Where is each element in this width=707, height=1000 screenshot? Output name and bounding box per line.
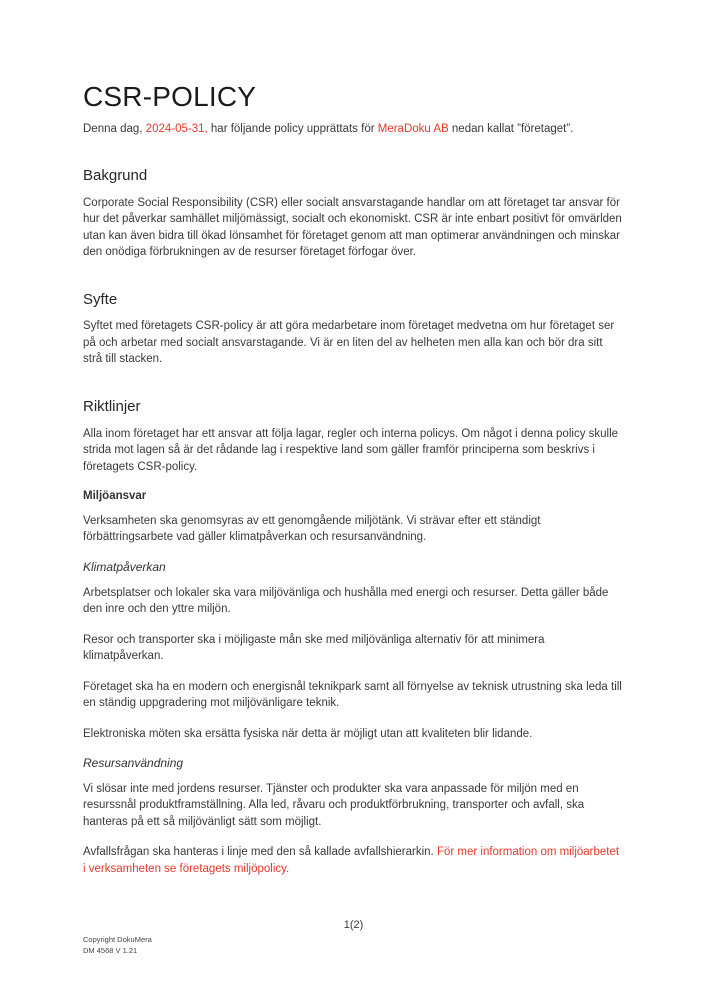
paragraph: Syftet med företagets CSR-policy är att göra medarbetare inom företaget medvetna om hur företaget ser på och arbetar med socialt ansvarstagande. Vi är en liten del av helheten men alla kan och bör dra sitt strå till stacken.: [83, 320, 615, 366]
intro-text-3: nedan kallat ”företaget”.: [448, 122, 574, 135]
intro-date: 2024-05-31,: [145, 122, 208, 135]
document-id-line: DM 4568 V 1.21: [83, 945, 138, 955]
intro-company-name: MeraDoku AB: [377, 122, 449, 135]
page-number: 1(2): [343, 919, 364, 931]
subheading-miljoansvar: Miljöansvar: [83, 490, 147, 503]
section-heading-syfte: Syfte: [83, 290, 118, 308]
paragraph: Resor och transporter ska i möjligaste mån ske med miljövänliga alternativ för att minimera klimatpåverkan.: [83, 633, 545, 663]
paragraph: Elektroniska möten ska ersätta fysiska när detta är möjligt utan att kvaliteten blir lidande.: [83, 727, 533, 740]
intro-text-1: Denna dag,: [83, 122, 146, 135]
section-heading-bakgrund: Bakgrund: [83, 166, 148, 184]
section-bakgrund: [83, 167, 624, 261]
intro-text-2: har följande policy upprättats för: [207, 122, 378, 135]
document-content: [83, 82, 624, 877]
section-syfte: [83, 291, 624, 368]
section-heading-riktlinjer: Riktlinjer: [83, 397, 141, 415]
subheading-resursanvandning: Resursanvändning: [83, 756, 184, 771]
subheading-klimatpaverkan: Klimatpåverkan: [83, 559, 166, 574]
red-note-text: För mer information om miljöarbetet i verksamheten se företagets miljöpolicy.: [83, 846, 620, 875]
section-riktlinjer: [83, 398, 624, 877]
avfall-text: Avfallsfrågan ska hanteras i linje med den så kallade avfallshierarkin.: [83, 846, 437, 859]
page-title: CSR-POLICY: [83, 81, 257, 112]
paragraph: Alla inom företaget har ett ansvar att följa lagar, regler och interna policys. Om något i denna policy skulle strida mot lagen så är det rådande lag i respektive land som gäller framför principerna som beskrivs i företagets CSR-policy.: [83, 427, 619, 473]
paragraph: Verksamheten ska genomsyras av ett genomgående miljötänk. Vi strävar efter ett ständigt förbättringsarbete vad gäller klimatpåverkan och resursanvändning.: [83, 514, 541, 544]
footer-copyright: [83, 935, 152, 956]
paragraph: Corporate Social Responsibility (CSR) eller socialt ansvarstagande handlar om att företaget tar ansvar för hur det påverkar samhället miljömässigt, socialt och ekonomiskt. CSR är inte enbart positivt för omvärlden utan kan även bidra till ökad lönsamhet för företaget genom att man optimerar användningen och minskar den onödiga förbrukningen av de resurser företaget förfogar över.: [83, 196, 622, 259]
copyright-line: Copyright DokuMera: [83, 935, 152, 944]
paragraph: Vi slösar inte med jordens resurser. Tjänster och produkter ska vara anpassade för miljön med en resurssnål produktframställning. Alla led, råvaru och produktförbrukning, transporter och avfall, ska hanteras på ett så miljövänligt sätt som möjligt.: [83, 782, 585, 828]
intro-paragraph: [83, 121, 624, 137]
paragraph-with-red-note: [83, 844, 624, 877]
paragraph: Företaget ska ha en modern och energisnål teknikpark samt all förnyelse av teknisk utrustning ska leda till en ständig uppgradering mot miljövänligare teknik.: [83, 680, 622, 710]
paragraph: Arbetsplatser och lokaler ska vara miljövänliga och hushålla med energi och resurser. Detta gäller både den inre och den yttre miljön.: [83, 586, 609, 616]
